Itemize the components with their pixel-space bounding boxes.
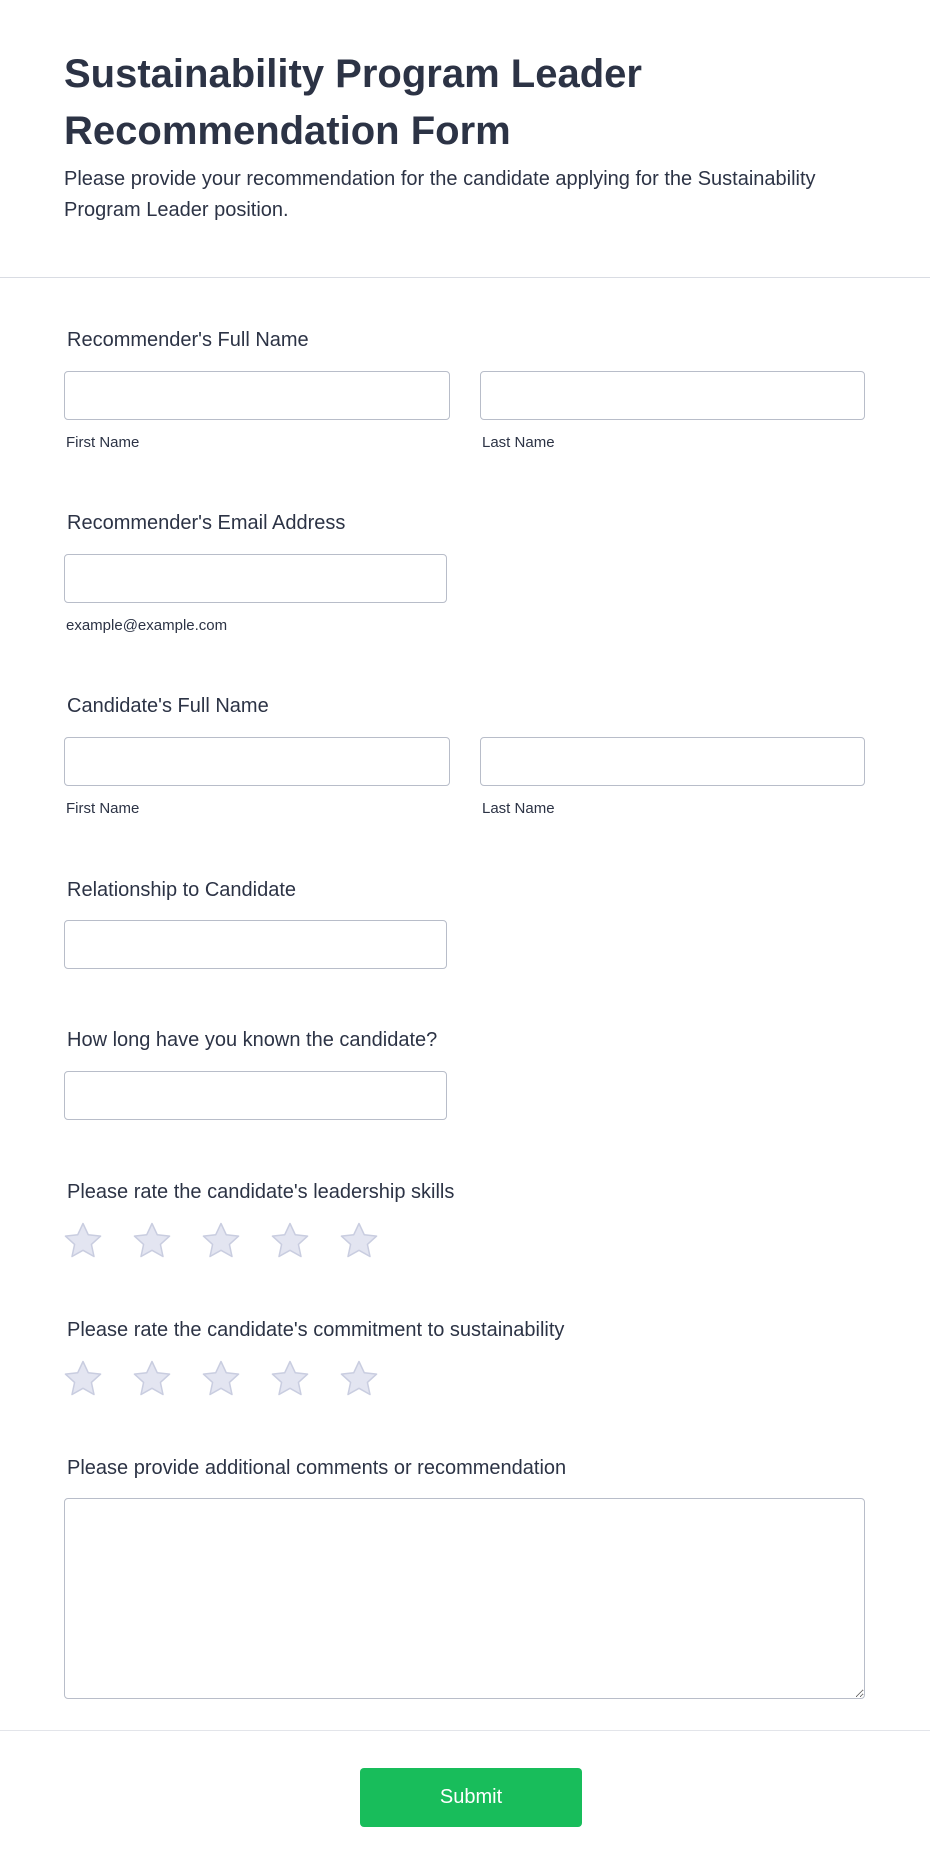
- star-icon[interactable]: [132, 1359, 172, 1399]
- comments-label: Please provide additional comments or recommendation: [67, 1457, 567, 1479]
- star-icon[interactable]: [63, 1359, 103, 1399]
- star-icon[interactable]: [63, 1221, 103, 1261]
- comments-textarea[interactable]: [64, 1498, 865, 1699]
- submit-button[interactable]: Submit: [360, 1768, 582, 1827]
- candidate-last-name-sublabel: Last Name: [482, 800, 555, 817]
- recommender-name-label: Recommender's Full Name: [67, 329, 309, 351]
- recommender-last-name-input[interactable]: [480, 371, 865, 420]
- recommender-email-label: Recommender's Email Address: [67, 512, 346, 534]
- candidate-first-name-sublabel: First Name: [66, 800, 140, 817]
- star-icon[interactable]: [201, 1221, 241, 1261]
- recommender-first-name-input[interactable]: [64, 371, 450, 420]
- relationship-input[interactable]: [64, 920, 447, 969]
- known-duration-input[interactable]: [64, 1071, 447, 1120]
- recommender-email-sublabel: example@example.com: [66, 617, 228, 634]
- rating-leadership-label: Please rate the candidate's leadership skills: [67, 1181, 455, 1203]
- star-icon[interactable]: [339, 1221, 379, 1261]
- star-icon[interactable]: [339, 1359, 379, 1399]
- candidate-last-name-input[interactable]: [480, 737, 865, 786]
- form-header: [0, 0, 930, 278]
- known-duration-label: How long have you known the candidate?: [67, 1029, 438, 1051]
- candidate-first-name-input[interactable]: [64, 737, 450, 786]
- candidate-name-label: Candidate's Full Name: [67, 695, 269, 717]
- star-icon[interactable]: [270, 1359, 310, 1399]
- form-subtitle: Please provide your recommendation for the candidate applying for the Sustainability Program Leader position.: [64, 168, 816, 221]
- star-icon[interactable]: [201, 1359, 241, 1399]
- rating-sustainability-label: Please rate the candidate's commitment to sustainability: [67, 1319, 565, 1341]
- form-title: Sustainability Program Leader Recommendation Form: [64, 52, 642, 153]
- star-icon[interactable]: [132, 1221, 172, 1261]
- recommender-email-input[interactable]: [64, 554, 447, 603]
- recommender-last-name-sublabel: Last Name: [482, 434, 555, 451]
- relationship-label: Relationship to Candidate: [67, 879, 297, 901]
- recommender-first-name-sublabel: First Name: [66, 434, 140, 451]
- star-icon[interactable]: [270, 1221, 310, 1261]
